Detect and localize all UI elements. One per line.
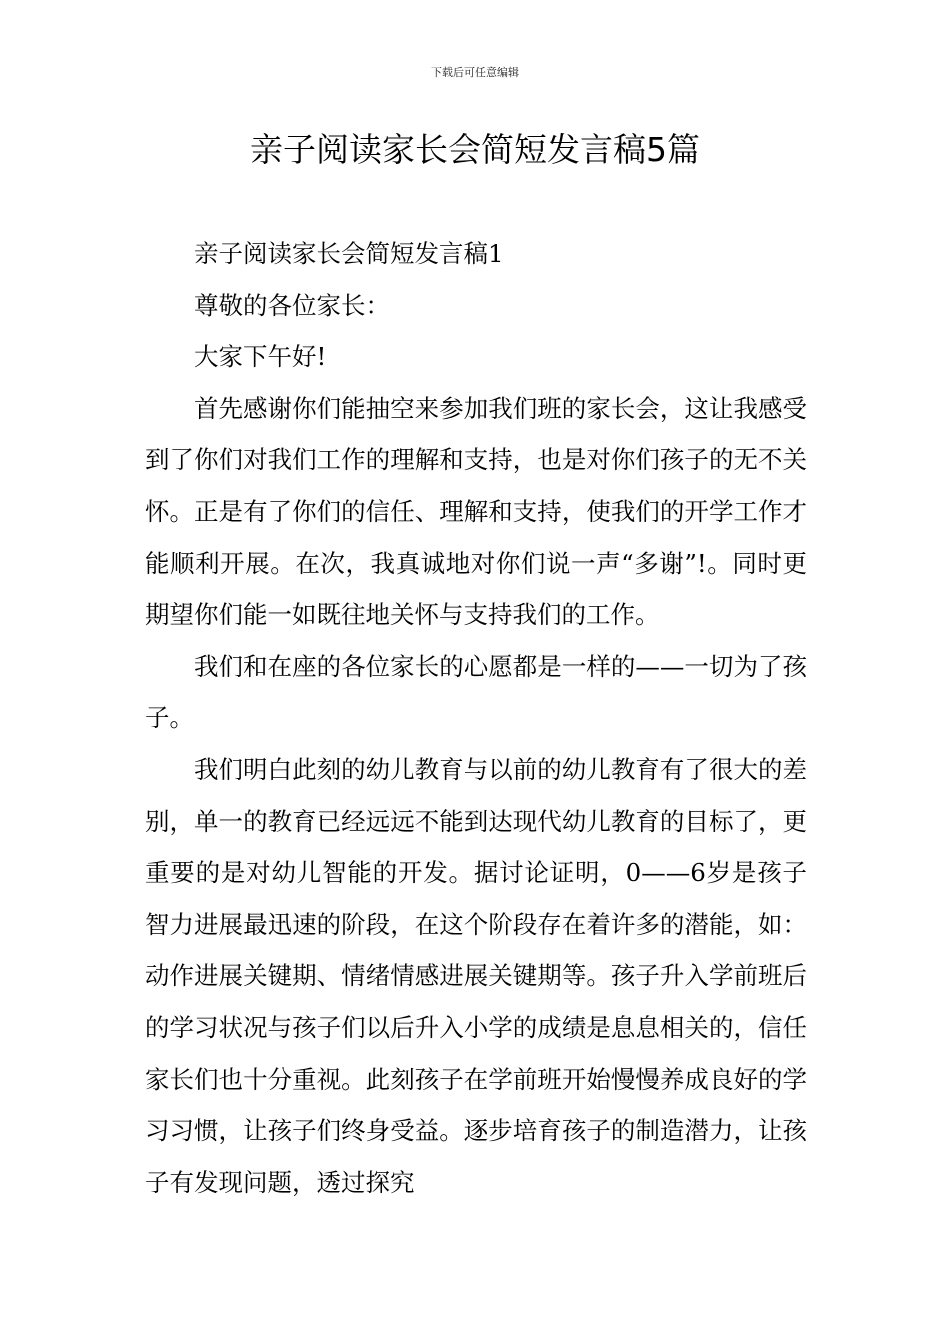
document-title: 亲子阅读家长会简短发言稿5篇 [250,130,700,169]
greeting: 大家下午好! [194,342,327,372]
body-paragraph: 我们和在座的各位家长的心愿都是一样的——一切为了孩子。 [145,651,807,733]
body-paragraph: 首先感谢你们能抽空来参加我们班的家长会，这让我感受到了你们对我们工作的理解和支持，也是对你们孩子的无不关怀。正是有了你们的信任、理解和支持，使我们的开学工作才能顺利开展。在次，我真诚地对你们说一声“多谢”!。同时更期望你们能一如既往地关怀与支持我们的工作。 [145,393,807,630]
document-body [145,228,807,1208]
speech-subtitle: 亲子阅读家长会简短发言稿1 [194,239,504,268]
page-header-note: 下载后可任意编辑 [431,66,519,79]
body-paragraph: 我们明白此刻的幼儿教育与以前的幼儿教育有了很大的差别，单一的教育已经远远不能到达现代幼儿教育的目标了，更重要的是对幼儿智能的开发。据讨论证明，0——6岁是孩子智力进展最迅速的阶段，在这个阶段存在着许多的潜能，如：动作进展关键期、情绪情感进展关键期等。孩子升入学前班后的学习状况与孩子们以后升入小学的成绩是息息相关的，信任家长们也十分重视。此刻孩子在学前班开始慢慢养成良好的学习习惯，让孩子们终身受益。逐步培育孩子的制造潜力，让孩子有发现问题，透过探究 [145,754,807,1197]
salutation: 尊敬的各位家长： [194,290,390,320]
